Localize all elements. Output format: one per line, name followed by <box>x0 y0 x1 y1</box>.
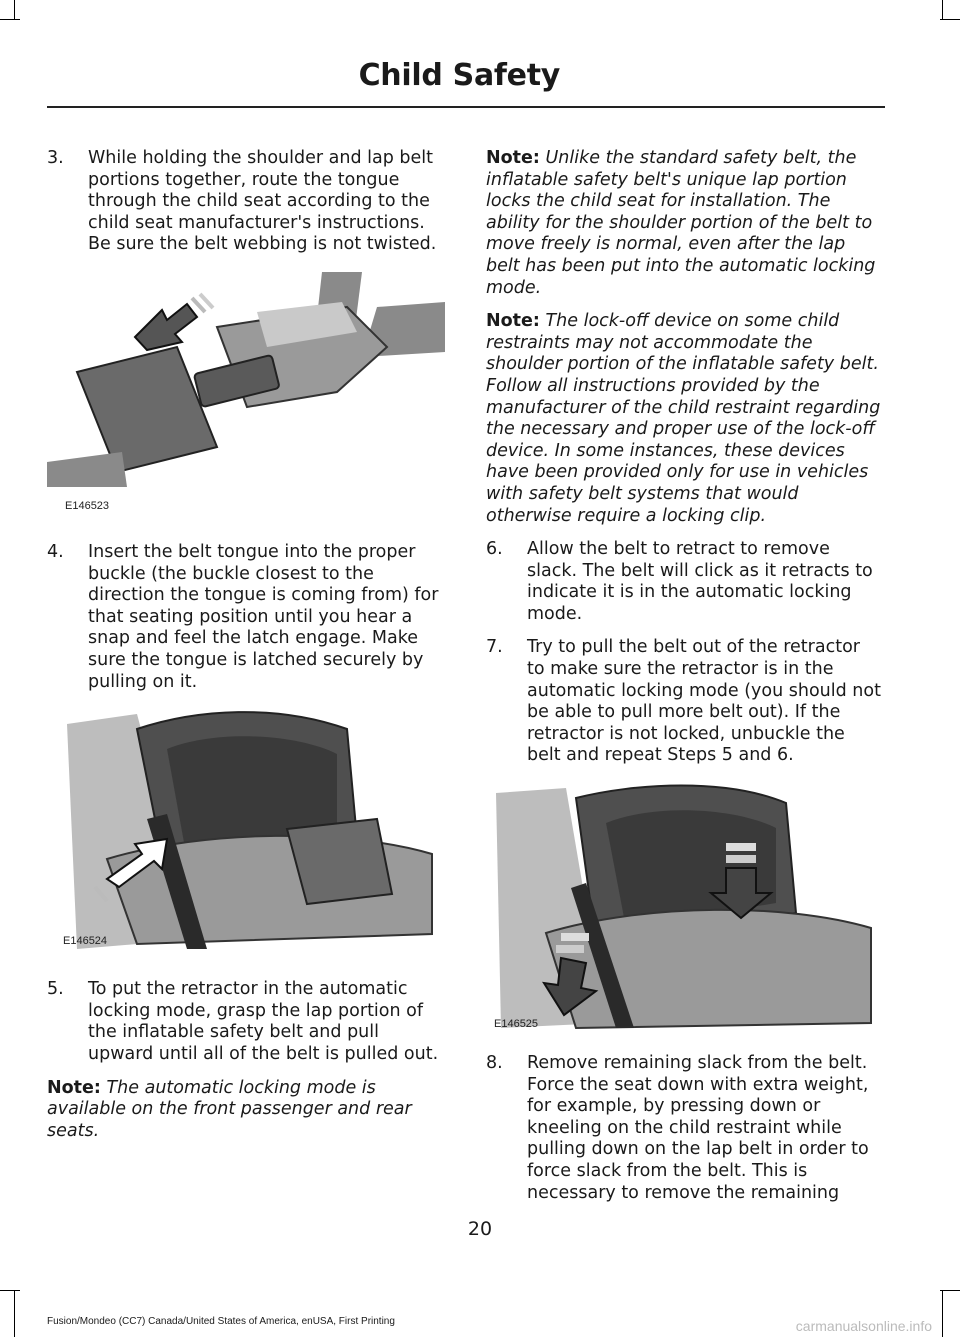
note-label: Note: <box>47 1077 101 1098</box>
step-number: 6. <box>486 539 503 560</box>
step-5 <box>47 979 445 1065</box>
child-seat-illustration <box>47 709 445 959</box>
arrow-icon <box>135 294 213 350</box>
step-number: 5. <box>47 979 64 1000</box>
crop-mark <box>0 19 20 20</box>
step-4 <box>47 542 445 693</box>
note-text: The automatic locking mode is available on the front passenger and rear seats. <box>47 1077 412 1141</box>
crop-mark <box>940 1290 960 1291</box>
crop-mark <box>14 0 15 20</box>
note-text: The lock-off device on some child restraints may not accommodate the shoulder portion of the inflatable safety belt. Follow all instructions provided by the manufacturer of the child restraint regarding the necessary and proper use of the lock-off device. In some instances, these devices have been provided only for use in vehicles with safety belt systems that would otherwise require a locking clip. <box>486 311 881 526</box>
step-text: Try to pull the belt out of the retractor to make sure the retractor is in the automatic locking mode (you should not be able to pull more belt out). If the retractor is not locked, unbuckle the belt and repeat Steps 5 and 6. <box>527 637 881 766</box>
note-label: Note: <box>486 311 540 332</box>
step-3 <box>47 148 445 256</box>
step-text: Remove remaining slack from the belt. Force the seat down with extra weight, for example, by pressing down or kneeling on the child restraint while pulling down on the lap belt in order to force slack from the belt. This is necessary to remove the remaining <box>527 1053 869 1203</box>
note-lock-off-device <box>486 311 881 527</box>
header-rule <box>47 106 885 108</box>
crop-mark <box>940 19 960 20</box>
child-seat-press-illustration <box>486 783 881 1033</box>
watermark: carmanualsonline.info <box>795 1318 932 1334</box>
note-text: Unlike the standard safety belt, the inflatable safety belt's unique lap portion locks the child seat for installation. The ability for the shoulder portion of the belt to move freely is normal, even after the lap belt has been put into the automatic locking mode. <box>486 148 876 298</box>
step-text: While holding the shoulder and lap belt portions together, route the tongue through the child seat according to the child seat manufacturer's instructions. Be sure the belt webbing is not twisted. <box>88 148 437 255</box>
step-number: 8. <box>486 1053 503 1074</box>
step-text: To put the retractor in the automatic locking mode, grasp the lap portion of the inflatable safety belt and pull upward until all of the belt is pulled out. <box>88 979 439 1064</box>
left-column <box>47 148 445 1154</box>
step-7 <box>486 637 881 767</box>
belt-tongue-illustration <box>47 272 445 522</box>
right-column <box>486 148 881 1216</box>
figure-code: E146523 <box>65 499 110 512</box>
step-text: Allow the belt to retract to remove slack. The belt will click as it retracts to indicate it is in the automatic locking mode. <box>527 539 873 624</box>
note-label: Note: <box>486 148 540 168</box>
figure-belt-tongue <box>47 272 445 522</box>
figure-seat-press <box>486 783 881 1033</box>
crop-mark <box>14 1290 15 1337</box>
page-title: Child Safety <box>358 58 560 93</box>
edition-footer: Fusion/Mondeo (CC7) Canada/United States of America, enUSA, First Printing <box>47 1316 395 1327</box>
note-automatic-locking <box>47 1078 445 1143</box>
page-number: 20 <box>467 1218 493 1240</box>
step-text: Insert the belt tongue into the proper buckle (the buckle closest to the direction the tongue is coming from) for that seating position until you hear a snap and feel the latch engage. Make sure the tongue is latched securely by pulling on it. <box>88 541 439 692</box>
step-number: 7. <box>486 637 503 658</box>
step-6 <box>486 539 881 625</box>
step-8 <box>486 1053 881 1204</box>
crop-mark <box>942 0 943 20</box>
note-lap-portion <box>486 148 881 299</box>
crop-mark <box>0 1290 20 1291</box>
step-number: 3. <box>47 148 64 168</box>
figure-code: E146525 <box>494 1018 539 1031</box>
figure-buckle-insert <box>47 709 445 959</box>
figure-code: E146524 <box>63 935 108 948</box>
crop-mark <box>942 1290 943 1337</box>
step-number: 4. <box>47 541 64 562</box>
